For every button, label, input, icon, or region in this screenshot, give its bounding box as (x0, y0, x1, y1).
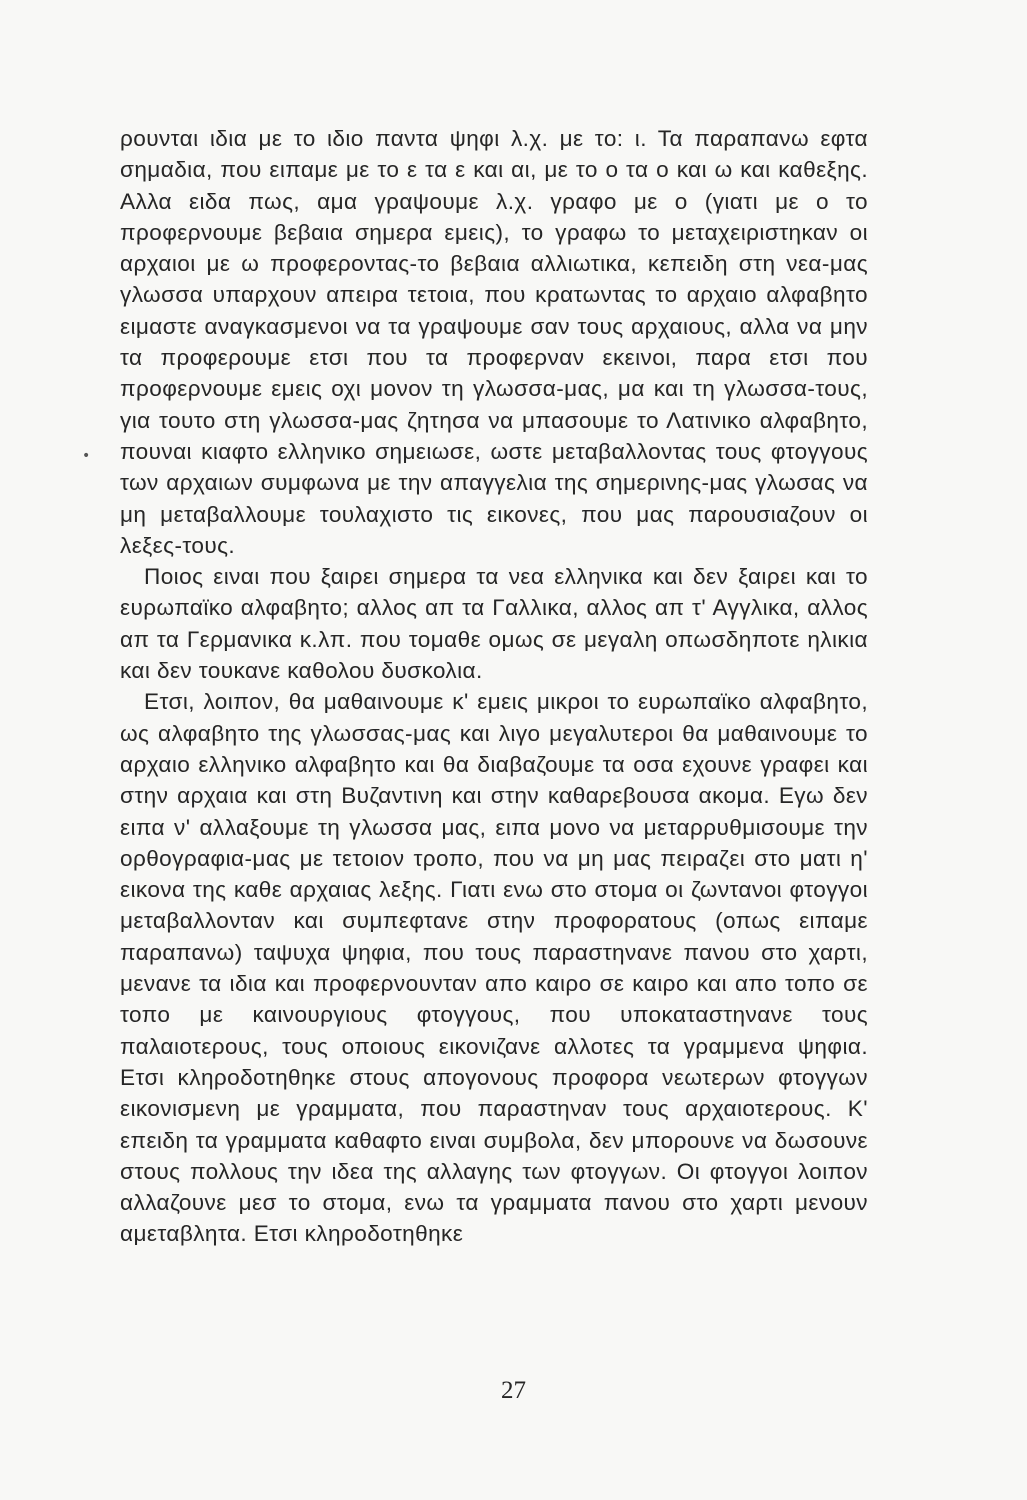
paragraph-1: ρουνται ιδια με το ιδιο παντα ψηφι λ.χ. με το: ι. Τα παραπανω εφτα σημαδια, που ειπαμε με το ε τα ε και αι, με το ο τα ο και ω και καθεξης. Αλλα ειδα πως, αμα γραψουμε λ.χ. γραφο με ο (γιατι με ο το προφερνουμε βεβαια σημερα εμεις), το γραφω το μεταχειριστηκαν οι αρχαιοι με ω προφεροντας-το βεβαια αλλιωτικα, κεπειδη στη νεα-μας γλωσσα υπαρχουν απειρα τετοια, που κρατωντας το αρχαιο αλφαβητο ειμαστε αναγκασμενοι να τα γραψουμε σαν τους αρχαιους, αλλα να μην τα προφερουμε ετσι που τα προφερναν εκεινοι, παρα ετσι που προφερνουμε εμεις οχι μονον τη γλωσσα-μας, μα και τη γλωσσα-τους, για τουτο στη γλωσσα-μας ζητησα να μπασουμε το Λατινικο αλφαβητο, πουναι κιαφτο ελληνικο σημειωσε, ωστε μεταβαλλοντας τους φτογγους των αρχαιων συμφωνα με την απαγγελια της σημερινης-μας γλωσας να μη μεταβαλλουμε τουλαχιστο τις εικονες, που μας παρουσιαζουν οι λεξες-τους. (120, 126, 868, 558)
body-text (120, 123, 868, 1250)
paragraph-2: Ποιος ειναι που ξαιρει σημερα τα νεα ελληνικα και δεν ξαιρει και το ευρωπαϊκο αλφαβητο; αλλος απ τα Γαλλικα, αλλος απ τ' Αγγλικα, αλλος απ τα Γερμανικα κ.λπ. που τομαθε ομως σε μεγαλη οπωσδηποτε ηλικια και δεν τουκανε καθολου δυσκολια. (120, 564, 868, 684)
page-number: 27 (501, 1377, 526, 1404)
margin-dot-mark: • (82, 448, 91, 464)
paragraph-3: Ετσι, λοιπον, θα μαθαινουμε κ' εμεις μικροι το ευρωπαϊκο αλφαβητο, ως αλφαβητο της γλωσσας-μας και λιγο μεγαλυτεροι θα μαθαινουμε το αρχαιο ελληνικο αλφαβητο και θα διαβαζουμε τα οσα εχουνε γραφει και στην αρχαια και στη Βυζαντινη και στην καθαρεβουσα ακομα. Εγω δεν ειπα ν' αλλαξουμε τη γλωσσα μας, ειπα μονο να μεταρρυθμισουμε την ορθογραφια-μας με τετοιον τροπο, που να μη μας πειραζει στο ματι η' εικονα της καθε αρχαιας λεξης. Γιατι ενω στο στομα οι ζωντανοι φτογγοι μεταβαλλονταν και συμπεφτανε στην προφορατους (οπως ειπαμε παραπανω) ταψυχα ψηφια, που τους παραστηνανε πανου στο χαρτι, μενανε τα ιδια και προφερνουνταν απο καιρο σε καιρο και απο τοπο σε τοπο με καινουργιους φτογγους, που υποκαταστηνανε τους παλαιοτερους, τους οποιους εικονιζανε αλλοτες τα γραμμενα ψηφια. Ετσι κληροδοτηθηκε στους απογονους προφορα νεωτερων φτογγων εικονισμενη με γραμματα, που παραστηναν τους αρχαιοτερους. Κ' επειδη τα γραμματα καθαφτο ειναι συμβολα, δεν μπορουνε να δωσουνε στους πολλους την ιδεα της αλλαγης των φτογγων. Οι φτογγοι λοιπον αλλαζουνε μεσ το στομα, ενω τα γραμματα πανου στο χαρτι μενουν αμεταβλητα. Ετσι κληροδοτηθηκε (120, 689, 868, 1247)
